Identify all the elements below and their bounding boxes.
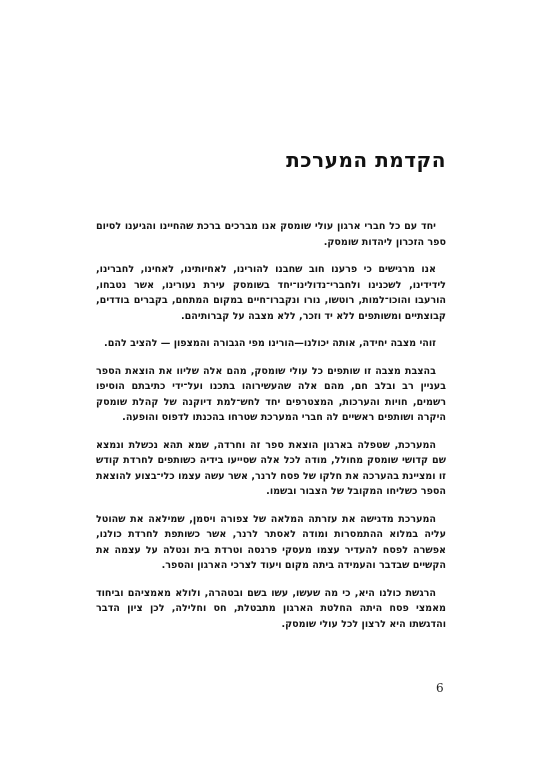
- paragraph-3: זוהי מצבה יחידה, אותה יכולנו—הורינו מפי הגבורה והמצפון — להציב להם.: [104, 338, 436, 349]
- paragraph-4: בהצבת מצבה זו שותפים כל עולי שומסק, מהם אלה שליוו את הוצאת הספר בעניין רב ובלב חם, מהם אלה שהעשירוהו בתכנו ועל־ידי כתיבתם הוסיפו רשמים, חויות והערכות, המצטרפים יחד לחש־למת דיוקנה של קהלת שומסק היקרה ושותפים ראשיים לה חברי המערכת שטרחו בהכנתו לדפוס והופעה.: [96, 365, 446, 423]
- paragraph-6: המערכת מדגישה את עזרתה המלאה של צפורה ויסמן, שמילאה את שהוטל עליה במלוא ההתמסרות ומודה לאסתר לרנר, אשר כשותפת לחרדת כולנו, אפשרה לפסח להעדיר עצמו מעסקי פרנסה וטרדת בית ונטלה על עצמה את הקשיים שבדבר והעמידה ביתה מקום ויעוד לצרכי הארגון והספר.: [96, 513, 446, 571]
- paragraph-1: יחד עם כל חברי ארגון עולי שומסק אנו מברכים ברכת שהחיינו והגיענו לסיום ספר הזכרון ליהדות שומסק.: [96, 221, 446, 248]
- page-title: הקדמת המערכת: [286, 148, 446, 172]
- paragraph-7: הרגשת כולנו היא, כי מה שעשו, עשו בשם ובטהרה, ולולא מאמציהם וביחוד מאמצי פסח היתה החלטת הארגון מתבטלת, חס וחלילה, לכן ציון הדבר והדגשתו היא לרצון לכל עולי שומסק.: [96, 587, 446, 630]
- page-number: 6: [436, 681, 444, 695]
- body-text: [96, 219, 446, 644]
- paragraph-2: אנו מרגישים כי פרענו חוב שחבנו להורינו, לאחיותינו, לאחינו, לחברינו, לידידינו, לשכנינו ולחברי־נדולינו־יחד בשומסק עירת נעורינו, אשר נטבחו, הורעבו והוכו־למות, רוטשו, נורו ונקברו־חיים במקום המתחם, בקברים בודדים, קבוצתיים ומשותפים ללא יד וזכר, ללא מצבה על קברותיהם.: [96, 264, 446, 322]
- paragraph-5: המערכת, שטפלה בארגון הוצאת ספר זה וחרדה, שמא תהא נכשלת ונמצא שם קדושי שומסק מחולל, מודה לכל אלה שסייעו בידיה כשותפים לחרדת קודש זו ומציינת בהערכה את חלקו של פסח לרנר, אשר עשה עצמו כלי־בצוע להוצאת הספר כשליחו המקובל של הצבור ובשמו.: [96, 439, 446, 497]
